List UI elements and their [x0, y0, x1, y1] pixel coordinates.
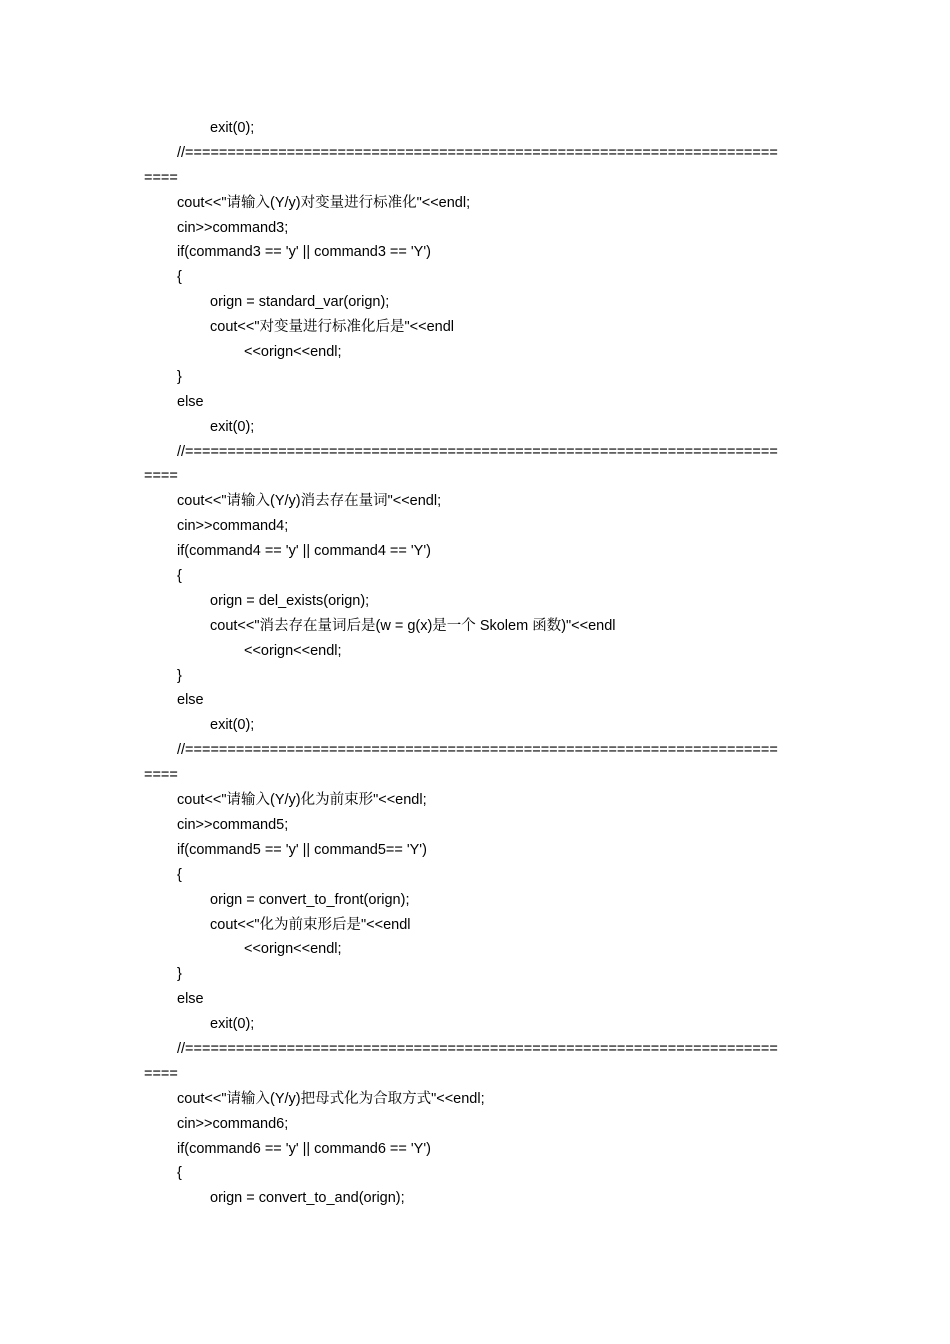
code-line: cin>>command3;	[177, 219, 289, 236]
code-line: else	[177, 393, 204, 410]
code-line: orign = convert_to_and(orign);	[210, 1190, 405, 1207]
code-line: exit(0);	[210, 120, 255, 136]
code-line: cin>>command5;	[177, 816, 289, 833]
code-line: exit(0);	[210, 1016, 255, 1033]
code-line: ====	[144, 767, 178, 784]
code-line: {	[177, 269, 182, 286]
code-line: cout<<"对变量进行标准化后是"<<endl	[210, 319, 454, 336]
code-line: ====	[144, 1065, 178, 1082]
code-line: orign = del_exists(orign);	[210, 592, 370, 609]
code-line: <<orign<<endl;	[244, 344, 342, 361]
code-line: {	[177, 1165, 182, 1182]
code-line: ====	[144, 169, 178, 186]
code-line: //======================================================================	[177, 144, 778, 161]
code-line: cin>>command6;	[177, 1115, 289, 1132]
code-line: else	[177, 692, 204, 709]
code-line: {	[177, 568, 182, 585]
code-line: }	[177, 368, 182, 385]
code-line: cin>>command4;	[177, 518, 289, 535]
code-line: ====	[144, 468, 178, 485]
code-line: //======================================================================	[177, 742, 778, 759]
code-line: if(command3 == 'y' || command3 == 'Y')	[177, 244, 431, 261]
code-line: orign = standard_var(orign);	[210, 294, 390, 311]
code-line: orign = convert_to_front(orign);	[210, 891, 410, 908]
code-line: cout<<"请输入(Y/y)化为前束形"<<endl;	[177, 792, 427, 809]
code-line: cout<<"请输入(Y/y)把母式化为合取方式"<<endl;	[177, 1090, 485, 1107]
code-line: <<orign<<endl;	[244, 941, 342, 958]
code-line: else	[177, 991, 204, 1008]
code-line: //======================================================================	[177, 443, 778, 460]
code-line: //======================================================================	[177, 1040, 778, 1057]
code-line: exit(0);	[210, 717, 255, 734]
code-line: cout<<"消去存在量词后是(w = g(x)是一个 Skolem 函数)"<<endl	[210, 617, 616, 634]
code-line: cout<<"请输入(Y/y)对变量进行标准化"<<endl;	[177, 194, 471, 211]
code-line: if(command4 == 'y' || command4 == 'Y')	[177, 543, 431, 560]
code-line: <<orign<<endl;	[244, 642, 342, 659]
code-line: }	[177, 667, 182, 684]
code-line: if(command6 == 'y' || command6 == 'Y')	[177, 1140, 431, 1157]
code-line: {	[177, 866, 182, 883]
code-line: }	[177, 966, 182, 983]
code-line: if(command5 == 'y' || command5== 'Y')	[177, 841, 427, 858]
code-line: exit(0);	[210, 418, 255, 435]
code-listing	[0, 116, 950, 1211]
code-line: cout<<"化为前束形后是"<<endl	[210, 916, 411, 933]
code-line: cout<<"请输入(Y/y)消去存在量词"<<endl;	[177, 493, 442, 510]
